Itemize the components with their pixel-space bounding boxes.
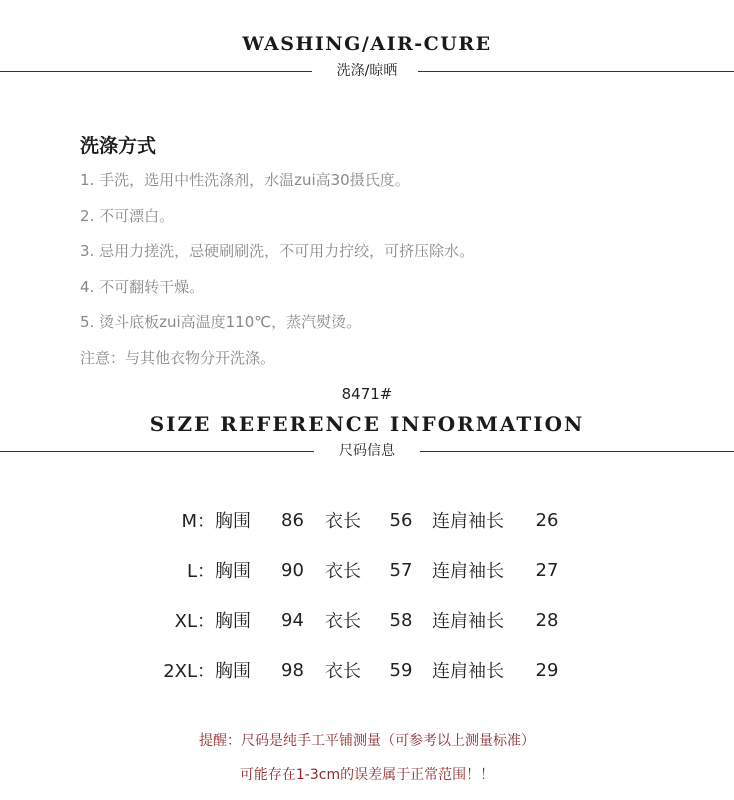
washing-heading: WASHING/AIR-CURE xyxy=(242,33,492,55)
model-code: 8471# xyxy=(341,385,393,403)
size-row-l xyxy=(150,545,572,595)
size-row-xl xyxy=(150,595,572,645)
chest-value: 98 xyxy=(281,659,304,681)
sleeve-label: 连肩袖长 xyxy=(432,511,504,532)
size-label: XL： xyxy=(174,611,215,632)
length-value: 59 xyxy=(389,659,413,681)
size-subheading: 尺码信息 xyxy=(339,443,395,459)
washing-instruction: 2. 不可漂白。 xyxy=(80,206,175,225)
size-label: M： xyxy=(181,511,215,532)
sleeve-value: 29 xyxy=(535,659,559,681)
size-label: L： xyxy=(186,561,215,582)
sleeve-value: 28 xyxy=(535,609,559,631)
length-label: 衣长 xyxy=(325,561,361,582)
divider-right xyxy=(420,451,734,452)
washing-instruction: 1. 手洗，选用中性洗涤剂，水温zui高30摄氏度。 xyxy=(80,171,410,189)
measurement-tolerance-note: 可能存在1-3cm的误差属于正常范围！！ xyxy=(239,767,495,783)
washing-method-title: 洗涤方式 xyxy=(80,135,157,157)
washing-instruction: 5. 烫斗底板zui高温度110℃，蒸汽熨烫。 xyxy=(80,313,362,331)
sleeve-label: 连肩袖长 xyxy=(432,561,504,582)
length-value: 56 xyxy=(389,509,413,531)
chest-label: 胸围 xyxy=(215,611,251,632)
size-row-2xl xyxy=(150,645,572,695)
chest-label: 胸围 xyxy=(215,661,251,682)
chest-value: 94 xyxy=(281,609,304,631)
length-label: 衣长 xyxy=(325,611,361,632)
chest-label: 胸围 xyxy=(215,511,251,532)
washing-instruction: 3. 忌用力搓洗，忌硬刷刷洗，不可用力拧绞，可挤压除水。 xyxy=(80,242,475,260)
washing-instruction: 4. 不可翻转干燥。 xyxy=(80,277,205,296)
washing-subheading: 洗涤/晾晒 xyxy=(336,63,398,79)
sleeve-label: 连肩袖长 xyxy=(432,661,504,682)
washing-subheading-rule xyxy=(0,61,734,81)
size-row-m xyxy=(150,495,572,545)
sleeve-value: 26 xyxy=(535,509,559,531)
sleeve-value: 27 xyxy=(535,559,559,581)
length-value: 57 xyxy=(389,559,413,581)
size-subheading-rule xyxy=(0,441,734,461)
measurement-reminder: 提醒：尺码是纯手工平铺测量（可参考以上测量标准） xyxy=(199,733,535,749)
size-table xyxy=(150,495,572,695)
chest-label: 胸围 xyxy=(215,561,251,582)
chest-value: 86 xyxy=(281,509,304,531)
divider-right xyxy=(418,71,734,72)
length-label: 衣长 xyxy=(325,511,361,532)
length-value: 58 xyxy=(389,609,413,631)
size-heading: SIZE REFERENCE INFORMATION xyxy=(149,412,585,436)
sleeve-label: 连肩袖长 xyxy=(432,611,504,632)
washing-instructions-list xyxy=(80,163,474,376)
washing-note: 注意：与其他衣物分开洗涤。 xyxy=(80,348,276,367)
size-label: 2XL： xyxy=(163,661,215,682)
length-label: 衣长 xyxy=(325,661,361,682)
chest-value: 90 xyxy=(281,559,304,581)
